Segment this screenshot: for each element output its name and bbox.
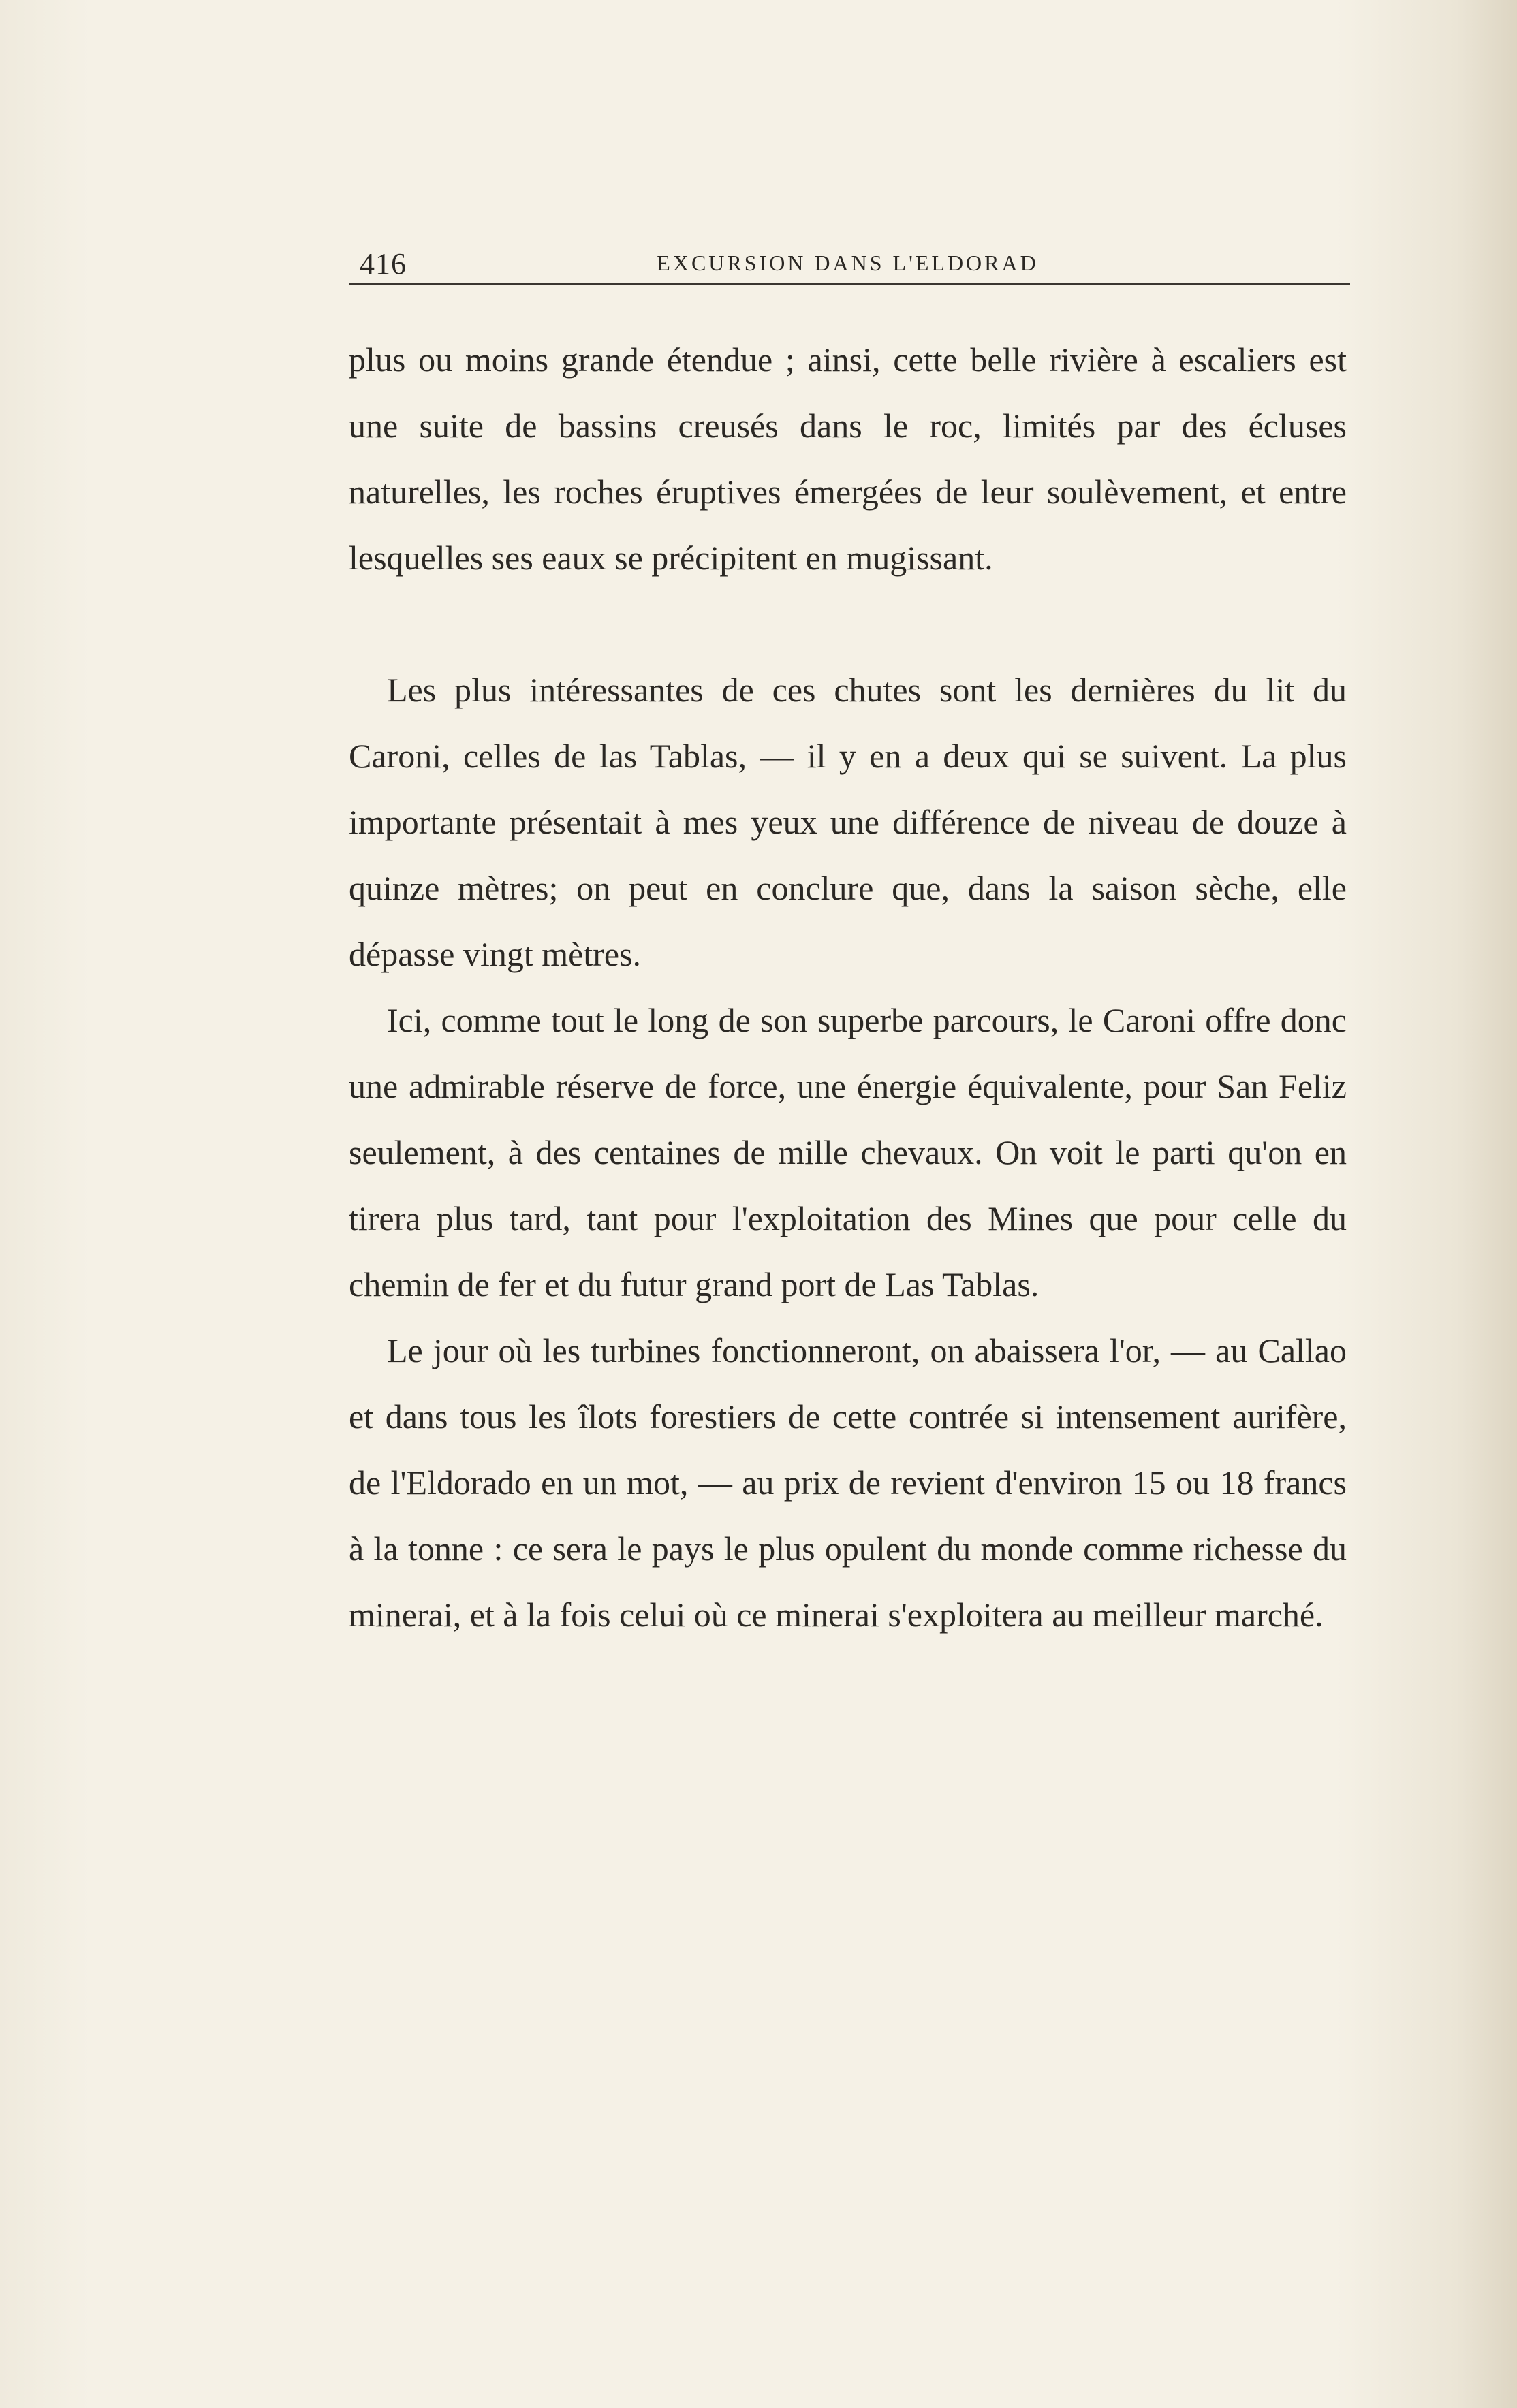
paragraph-1: plus ou moins grande étendue ; ainsi, cette belle rivière à escaliers est une suite de bassins creusés dans le roc, limités par des écluses naturelles, les roches éruptives émergées de leur soulèvement, et entre lesquelles ses eaux se précipitent en mugissant. (349, 340, 1347, 577)
paragraph-2: Les plus intéressantes de ces chutes sont les dernières du lit du Caroni, celles de las Tablas, — il y en a deux qui se suivent. La plus importante présentait à mes yeux une différence de niveau de douze à quinze mètres; on peut en conclure que, dans la saison sèche, elle dépasse vingt mètres. (349, 671, 1347, 973)
running-title: EXCURSION DANS L'ELDORAD (657, 251, 1039, 275)
paragraph-3: Ici, comme tout le long de son superbe parcours, le Caroni offre donc une admirable réserve de force, une énergie équivalente, pour San Feliz seulement, à des centaines de mille chevaux. On voit le parti qu'on en tirera plus tard, tant pour l'exploitation des Mines que pour celle du chemin de fer et du futur grand port de Las Tablas. (349, 1001, 1347, 1303)
paragraph-4: Le jour où les turbines fonctionneront, on abaissera l'or, — au Callao et dans tous les îlots forestiers de cette contrée si intensement aurifère, de l'Eldorado en un mot, — au prix de revient d'environ 15 ou 18 francs à la tonne : ce sera le pays le plus opulent du monde comme richesse du minerai, et à la fois celui où ce minerai s'exploitera au meilleur marché. (349, 1331, 1347, 1634)
header-rule (349, 283, 1350, 285)
page-header (349, 244, 1347, 285)
body-text (349, 327, 1347, 1648)
page-number: 416 (360, 247, 407, 281)
